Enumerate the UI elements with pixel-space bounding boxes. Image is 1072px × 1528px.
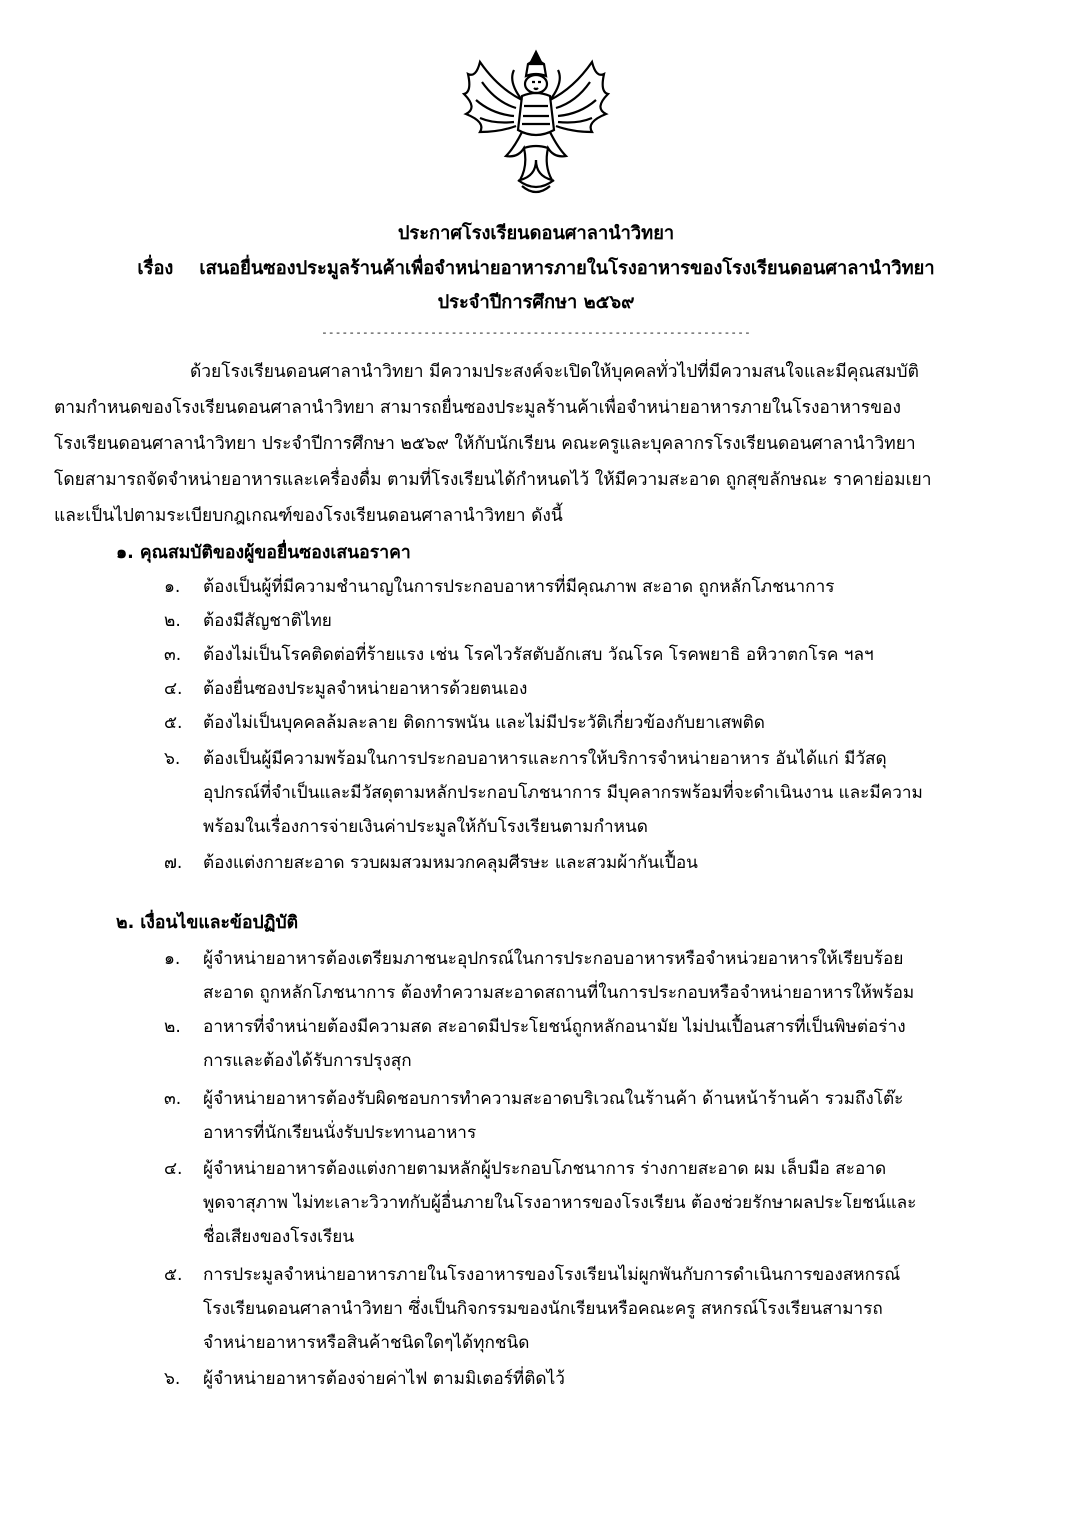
- item-number: ๔.: [164, 1159, 183, 1179]
- item-number: ๗.: [164, 853, 183, 873]
- announcement-title: ประกาศโรงเรียนดอนศาลานำวิทยา: [397, 223, 675, 244]
- intro-line-4: โดยสามารถจัดจำหน่ายอาหารและเครื่องดื่ม ตามที่โรงเรียนได้กำหนดไว้ ให้มีความสะอาด ถูกสุขลักษณะ ราคาย่อมเยา: [54, 470, 932, 490]
- item-text: สะอาด ถูกหลักโภชนาการ ต้องทำความสะอาดสถานที่ในการประกอบหรือจำหน่ายอาหารให้พร้อม: [203, 983, 915, 1003]
- section-1-heading: [116, 538, 411, 566]
- item-number: ๖.: [164, 1369, 181, 1389]
- item-text: อาหารที่จำหน่ายต้องมีความสด สะอาดมีประโยชน์ถูกหลักอนามัย ไม่ปนเปื้อนสารที่เป็นพิษต่อร่าง: [203, 1017, 906, 1037]
- item-number: ๕.: [164, 713, 183, 733]
- item-text: การประมูลจำหน่ายอาหารภายในโรงอาหารของโรงเรียนไม่ผูกพันกับการดำเนินการของสหกรณ์: [203, 1265, 901, 1285]
- item-number: ๒.: [164, 611, 181, 631]
- item-text: ผู้จำหน่ายอาหารต้องเตรียมภาชนะอุปกรณ์ในการประกอบอาหารหรือจำหน่วยอาหารให้เรียบร้อย: [203, 949, 904, 969]
- item-number: ๕.: [164, 1265, 183, 1285]
- header-divider: ---------------------------------------------------------------: [321, 326, 751, 339]
- intro-line-2: ตามกำหนดของโรงเรียนดอนศาลานำวิทยา สามารถยื่นซองประมูลร้านค้าเพื่อจำหน่ายอาหารภายในโรงอาหารของ: [54, 398, 902, 418]
- item-text: ต้องเป็นผู้มีความพร้อมในการประกอบอาหารและการให้บริการจำหน่ายอาหาร อันได้แก่ มีวัสดุ: [203, 749, 887, 769]
- item-text: ผู้จำหน่ายอาหารต้องรับผิดชอบการทำความสะอาดบริเวณในร้านค้า ด้านหน้าร้านค้า รวมถึงโต๊ะ: [203, 1089, 904, 1109]
- item-number: ๔.: [164, 679, 183, 699]
- item-number: ๓.: [164, 645, 182, 665]
- garuda-emblem-icon: [458, 48, 614, 198]
- item-number: ๖.: [164, 749, 181, 769]
- section-2-title: เงื่อนไขและข้อปฏิบัติ: [140, 913, 299, 933]
- item-text: ต้องไม่เป็นโรคติดต่อที่ร้ายแรง เช่น โรคไวรัสตับอักเสบ วัณโรค โรคพยาธิ อหิวาตกโรค ฯลฯ: [203, 645, 874, 665]
- subject-label: เรื่อง: [137, 258, 174, 279]
- item-text: ต้องยื่นซองประมูลจำหน่ายอาหารด้วยตนเอง: [203, 679, 528, 699]
- section-1-number: ๑.: [116, 543, 134, 563]
- section-1-title: คุณสมบัติของผู้ขอยื่นซองเสนอราคา: [139, 543, 411, 563]
- item-text: ชื่อเสียงของโรงเรียน: [203, 1227, 355, 1247]
- item-number: ๓.: [164, 1089, 182, 1109]
- subject-line: [0, 253, 1072, 285]
- subject-text: เสนอยื่นซองประมูลร้านค้าเพื่อจำหน่ายอาหารภายในโรงอาหารของโรงเรียนดอนศาลานำวิทยา: [199, 258, 935, 279]
- item-number: ๒.: [164, 1017, 181, 1037]
- academic-year-line: ประจำปีการศึกษา ๒๕๖๙: [437, 292, 635, 313]
- section-2-heading: [116, 908, 298, 936]
- item-text: จำหน่ายอาหารหรือสินค้าชนิดใดๆได้ทุกชนิด: [203, 1333, 530, 1353]
- item-text: ต้องแต่งกายสะอาด รวบผมสวมหมวกคลุมศีรษะ และสวมผ้ากันเปื้อน: [203, 853, 698, 873]
- item-text: ต้องไม่เป็นบุคคลล้มละลาย ติดการพนัน และไม่มีประวัติเกี่ยวข้องกับยาเสพติด: [203, 713, 765, 733]
- section-2-number: ๒.: [116, 913, 135, 933]
- intro-line-3: โรงเรียนดอนศาลานำวิทยา ประจำปีการศึกษา ๒๕๖๙ ให้กับนักเรียน คณะครูและบุคลากรโรงเรียนดอนศาลานำวิทยา: [54, 434, 916, 454]
- item-text: พูดจาสุภาพ ไม่ทะเลาะวิวาทกับผู้อื่นภายในโรงอาหารของโรงเรียน ต้องช่วยรักษาผลประโยชน์และ: [203, 1193, 917, 1213]
- item-text: ต้องเป็นผู้ที่มีความชำนาญในการประกอบอาหารที่มีคุณภาพ สะอาด ถูกหลักโภชนาการ: [203, 577, 835, 597]
- item-text: ต้องมีสัญชาติไทย: [203, 611, 332, 631]
- item-number: ๑.: [164, 577, 181, 597]
- item-text: โรงเรียนดอนศาลานำวิทยา ซึ่งเป็นกิจกรรมของนักเรียนหรือคณะครู สหกรณ์โรงเรียนสามารถ: [203, 1299, 883, 1319]
- item-number: ๑.: [164, 949, 181, 969]
- intro-line-1: ด้วยโรงเรียนดอนศาลานำวิทยา มีความประสงค์จะเปิดให้บุคคลทั่วไปที่มีความสนใจและมีคุณสมบัติ: [190, 362, 919, 382]
- item-text: ผู้จำหน่ายอาหารต้องแต่งกายตามหลักผู้ประกอบโภชนาการ ร่างกายสะอาด ผม เล็บมือ สะอาด: [203, 1159, 887, 1179]
- item-text: ผู้จำหน่ายอาหารต้องจ่ายค่าไฟ ตามมิเตอร์ที่ติดไว้: [203, 1369, 565, 1389]
- item-text: การและต้องได้รับการปรุงสุก: [203, 1051, 412, 1071]
- item-text: พร้อมในเรื่องการจ่ายเงินค่าประมูลให้กับโรงเรียนตามกำหนด: [203, 817, 648, 837]
- intro-line-5: และเป็นไปตามระเบียบกฎเกณฑ์ของโรงเรียนดอนศาลานำวิทยา ดังนี้: [54, 506, 563, 526]
- item-text: อุปกรณ์ที่จำเป็นและมีวัสดุตามหลักประกอบโภชนาการ มีบุคลากรพร้อมที่จะดำเนินงาน และมีความ: [203, 783, 923, 803]
- item-text: อาหารที่นักเรียนนั่งรับประทานอาหาร: [203, 1123, 477, 1143]
